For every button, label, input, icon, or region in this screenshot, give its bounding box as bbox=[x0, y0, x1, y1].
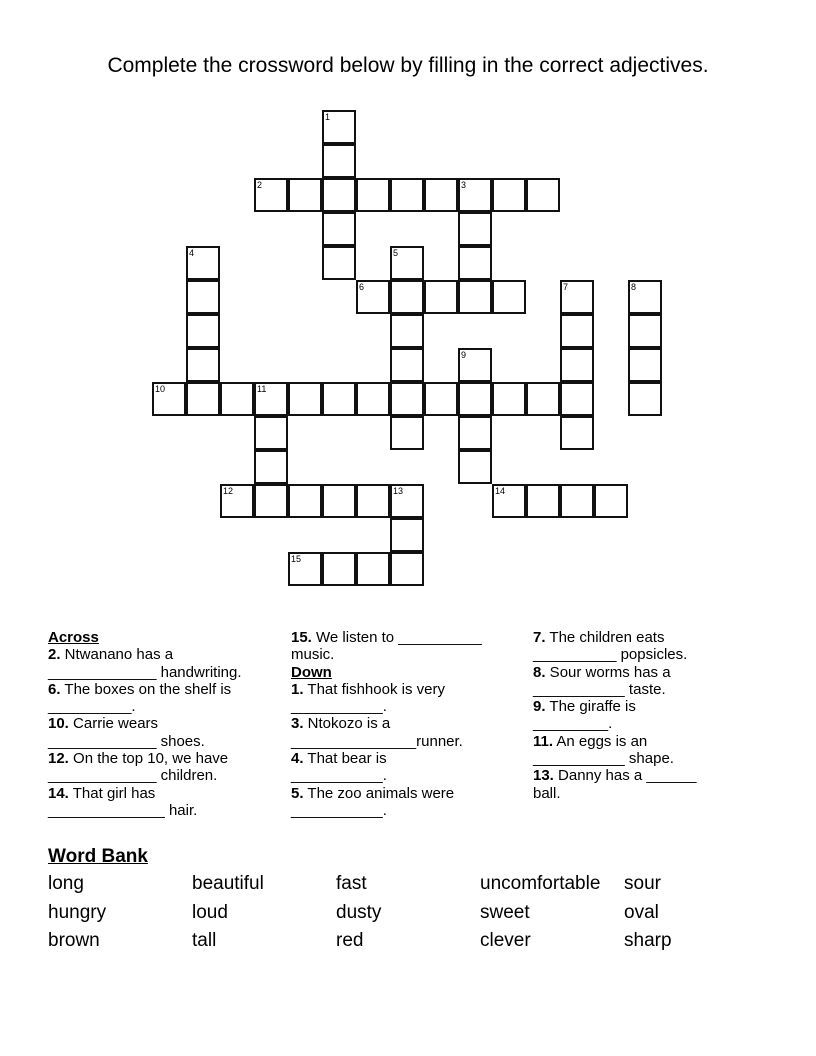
clue-text: The boxes on the shelf is __________. bbox=[48, 680, 232, 716]
clue-down-11 bbox=[533, 733, 708, 768]
crossword-cell[interactable] bbox=[458, 382, 492, 416]
crossword-cell[interactable] bbox=[526, 484, 560, 518]
crossword-cell[interactable] bbox=[560, 280, 594, 314]
clue-text: An eggs is an ___________ shape. bbox=[533, 732, 674, 768]
cell-number: 12 bbox=[223, 486, 234, 496]
clue-number: 5. bbox=[291, 784, 304, 802]
cell-number: 6 bbox=[359, 282, 365, 292]
word-bank-word: clever bbox=[480, 930, 531, 952]
crossword-cell[interactable] bbox=[628, 314, 662, 348]
crossword-cell[interactable] bbox=[628, 348, 662, 382]
clue-text: Carrie wears _____________ shoes. bbox=[48, 715, 205, 750]
clue-text: Sour worms has a ___________ taste. bbox=[533, 663, 671, 698]
clue-number: 7. bbox=[533, 629, 546, 646]
crossword-cell[interactable] bbox=[254, 178, 288, 212]
crossword-cell[interactable] bbox=[390, 314, 424, 348]
down-heading: Down bbox=[291, 663, 332, 681]
clue-down-1 bbox=[291, 681, 481, 716]
crossword-cell[interactable] bbox=[254, 450, 288, 484]
clues-column-1 bbox=[48, 629, 280, 819]
crossword-cell[interactable] bbox=[390, 246, 424, 280]
clue-number: 13. bbox=[533, 767, 554, 785]
crossword-cell[interactable] bbox=[628, 280, 662, 314]
crossword-cell[interactable] bbox=[220, 484, 254, 518]
clue-text: Danny has a ______ ball. bbox=[533, 767, 697, 802]
crossword-cell[interactable] bbox=[254, 416, 288, 450]
cell-number: 4 bbox=[189, 248, 195, 258]
crossword-cell[interactable] bbox=[390, 518, 424, 552]
crossword-cell[interactable] bbox=[560, 416, 594, 450]
word-bank-word: fast bbox=[336, 873, 367, 894]
clue-text: Ntwanano has a _____________ handwriting. bbox=[48, 646, 242, 681]
crossword-cell[interactable] bbox=[186, 280, 220, 314]
crossword-cell[interactable] bbox=[390, 178, 424, 212]
word-bank-word: loud bbox=[192, 901, 228, 923]
clue-text: The giraffe is _________. bbox=[533, 698, 636, 733]
cell-number: 5 bbox=[393, 248, 399, 258]
clue-number: 11. bbox=[533, 732, 554, 750]
cell-number: 7 bbox=[563, 282, 569, 292]
crossword-cell[interactable] bbox=[492, 178, 526, 212]
crossword-cell[interactable] bbox=[322, 110, 356, 144]
word-bank-word: red bbox=[336, 930, 364, 952]
crossword-cell[interactable] bbox=[322, 212, 356, 246]
crossword-cell[interactable] bbox=[424, 382, 458, 416]
word-bank-word: uncomfortable bbox=[480, 873, 601, 894]
clue-number: 14. bbox=[48, 784, 69, 802]
crossword-cell[interactable] bbox=[254, 382, 288, 416]
clue-across-10 bbox=[48, 715, 238, 750]
crossword-cell[interactable] bbox=[322, 552, 356, 586]
across-heading: Across bbox=[48, 629, 99, 646]
crossword-cell[interactable] bbox=[526, 382, 560, 416]
word-bank-word: beautiful bbox=[192, 873, 264, 894]
clue-down-5 bbox=[291, 785, 491, 820]
clue-number: 6. bbox=[48, 680, 61, 698]
crossword-cell[interactable] bbox=[390, 484, 424, 518]
clue-down-7 bbox=[533, 629, 723, 664]
crossword-cell[interactable] bbox=[560, 348, 594, 382]
clue-across-15 bbox=[291, 629, 516, 664]
clue-number: 15. bbox=[291, 629, 312, 646]
crossword-cell[interactable] bbox=[560, 314, 594, 348]
crossword-cell[interactable] bbox=[288, 382, 322, 416]
crossword-cell[interactable] bbox=[322, 382, 356, 416]
clue-down-9 bbox=[533, 698, 673, 733]
crossword-cell[interactable] bbox=[492, 382, 526, 416]
clue-number: 1. bbox=[291, 680, 304, 698]
crossword-cell[interactable] bbox=[390, 280, 424, 314]
cell-number: 9 bbox=[461, 350, 467, 360]
word-bank-row bbox=[48, 873, 768, 902]
crossword-cell[interactable] bbox=[288, 484, 322, 518]
clue-number: 3. bbox=[291, 715, 304, 733]
worksheet-title: Complete the crossword below by filling in the correct adjectives. bbox=[107, 54, 709, 77]
crossword-cell[interactable] bbox=[390, 552, 424, 586]
crossword-cell[interactable] bbox=[628, 382, 662, 416]
word-bank-word: sharp bbox=[624, 930, 672, 952]
word-bank-row bbox=[48, 902, 768, 931]
crossword-cell[interactable] bbox=[356, 280, 390, 314]
crossword-cell[interactable] bbox=[424, 178, 458, 212]
clues-column-3 bbox=[533, 629, 733, 802]
word-bank-word: oval bbox=[624, 901, 659, 923]
word-bank-word: sweet bbox=[480, 901, 530, 923]
crossword-cell[interactable] bbox=[322, 484, 356, 518]
crossword-cell[interactable] bbox=[356, 382, 390, 416]
word-bank-row bbox=[48, 930, 768, 959]
clue-number: 2. bbox=[48, 646, 61, 664]
crossword-cell[interactable] bbox=[458, 212, 492, 246]
crossword-cell[interactable] bbox=[594, 484, 628, 518]
crossword-cell[interactable] bbox=[492, 484, 526, 518]
crossword-cell[interactable] bbox=[186, 382, 220, 416]
crossword-cell[interactable] bbox=[322, 246, 356, 280]
crossword-cell[interactable] bbox=[390, 416, 424, 450]
word-bank-word: brown bbox=[48, 930, 100, 952]
clue-text: Ntokozo is a _______________runner. bbox=[291, 715, 463, 750]
clue-number: 4. bbox=[291, 750, 304, 768]
word-bank-word: tall bbox=[192, 930, 217, 952]
clue-text: We listen to __________ music. bbox=[291, 629, 482, 664]
crossword-cell[interactable] bbox=[458, 416, 492, 450]
clue-text: On the top 10, we have _____________ children. bbox=[48, 750, 229, 785]
clue-number: 8. bbox=[533, 663, 546, 681]
word-bank bbox=[48, 873, 768, 959]
clue-text: That girl has ______________ hair. bbox=[48, 784, 198, 819]
crossword-cell[interactable] bbox=[322, 144, 356, 178]
crossword-cell[interactable] bbox=[254, 484, 288, 518]
crossword-cell[interactable] bbox=[458, 246, 492, 280]
crossword-cell[interactable] bbox=[186, 314, 220, 348]
clue-across-14 bbox=[48, 785, 248, 820]
word-bank-title: Word Bank bbox=[48, 846, 148, 867]
crossword-cell[interactable] bbox=[560, 484, 594, 518]
crossword-cell[interactable] bbox=[356, 178, 390, 212]
crossword-cell[interactable] bbox=[458, 280, 492, 314]
clue-number: 10. bbox=[48, 715, 69, 733]
crossword-cell[interactable] bbox=[186, 348, 220, 382]
cell-number: 14 bbox=[495, 486, 506, 496]
cell-number: 15 bbox=[291, 554, 302, 564]
word-bank-word: dusty bbox=[336, 901, 382, 923]
crossword-cell[interactable] bbox=[560, 382, 594, 416]
clue-down-3 bbox=[291, 715, 491, 750]
crossword-cell[interactable] bbox=[152, 382, 186, 416]
cell-number: 10 bbox=[155, 384, 166, 394]
crossword-cell[interactable] bbox=[356, 484, 390, 518]
clue-across-12 bbox=[48, 750, 270, 785]
crossword-cell[interactable] bbox=[288, 178, 322, 212]
word-bank-word: sour bbox=[624, 873, 661, 894]
clue-down-13 bbox=[533, 767, 728, 802]
cell-number: 2 bbox=[257, 180, 263, 190]
crossword-cell[interactable] bbox=[390, 382, 424, 416]
crossword-cell[interactable] bbox=[288, 552, 322, 586]
cell-number: 1 bbox=[325, 112, 331, 122]
crossword-cell[interactable] bbox=[390, 348, 424, 382]
clue-across-2 bbox=[48, 646, 270, 681]
crossword-cell[interactable] bbox=[220, 382, 254, 416]
clue-text: The children eats __________ popsicles. bbox=[533, 629, 688, 664]
clue-number: 12. bbox=[48, 750, 69, 768]
clue-text: That fishhook is very ___________. bbox=[291, 680, 445, 716]
crossword-cell[interactable] bbox=[424, 280, 458, 314]
clue-down-4 bbox=[291, 750, 431, 785]
cell-number: 3 bbox=[461, 180, 467, 190]
crossword-cell[interactable] bbox=[458, 450, 492, 484]
cell-number: 11 bbox=[257, 384, 267, 394]
clue-text: That bear is ___________. bbox=[291, 750, 387, 785]
cell-number: 13 bbox=[393, 486, 404, 496]
word-bank-word: hungry bbox=[48, 901, 107, 923]
crossword-cell[interactable] bbox=[186, 246, 220, 280]
crossword-cell[interactable] bbox=[458, 348, 492, 382]
clue-down-8 bbox=[533, 664, 708, 699]
clue-text: The zoo animals were ___________. bbox=[291, 784, 455, 819]
crossword-cell[interactable] bbox=[526, 178, 560, 212]
crossword-cell[interactable] bbox=[322, 178, 356, 212]
clues-column-2 bbox=[291, 629, 523, 819]
clue-across-6 bbox=[48, 681, 270, 716]
crossword-cell[interactable] bbox=[458, 178, 492, 212]
cell-number: 8 bbox=[631, 282, 637, 292]
word-bank-word: long bbox=[48, 873, 84, 894]
crossword-cell[interactable] bbox=[356, 552, 390, 586]
crossword-cell[interactable] bbox=[492, 280, 526, 314]
clue-number: 9. bbox=[533, 698, 546, 716]
